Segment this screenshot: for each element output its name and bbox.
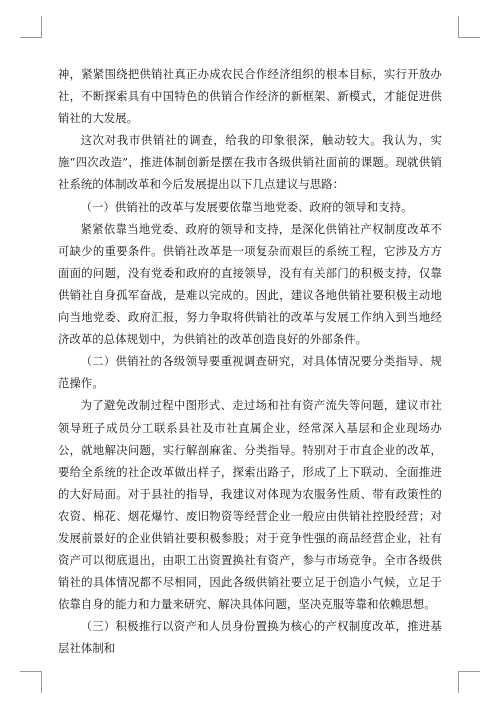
section-heading-1: （一）供销社的改革与发展要依靠当地党委、政府的领导和支持。 [80,200,413,214]
section-heading-2: （二）供销社的各级领导要重视调查研究，对具体情况要分类指导、规范操作。 [58,355,442,391]
crop-mark-bottom-right-vertical [458,671,459,693]
crop-mark-bottom-right-horizontal [458,671,480,672]
crop-mark-top-left-vertical [41,16,42,38]
paragraph-continued: 神，紧紧围绕把供销社真正办成农民合作经济组织的根本目标，实行开放办社，不断探索具有中国特色的供销合作经济的新框架、新模式，才能促进供销社的大发展。 [58,68,442,126]
paragraph-intro: 这次对我市供销社的调查，给我的印象很深，触动较大。我认为，实施“四次改造”，推进体制创新是摆在我市各级供销社面前的课题。现就供销社系统的体制改革和今后发展提出以下几点建议与思路： [58,134,442,192]
crop-mark-bottom-left-horizontal [20,671,42,672]
section-heading-3: （三）积极推行以资产和人员身份置换为核心的产权制度改革，推进基层社体制和 [58,620,442,656]
crop-mark-top-right-vertical [458,16,459,38]
crop-mark-bottom-left-vertical [41,671,42,693]
paragraph-section-2: 为了避免改制过程中图形式、走过场和社有资产流失等问题，建议市社领导班子成员分工联系县社及市社直属企业，经常深入基层和企业现场办公，就地解决问题，实行解剖麻雀、分类指导。特别对于市直企业的改革，要给全系统的社企改革做出样子，探索出路子，形成了上下联动、全面推进的大好局面。对于县社的指导，我建议对体现为农服务性质、带有政策性的农资、棉花、烟花爆竹、废旧物资等经营企业一般应由供销社控股经营；对发展前景好的企业供销社要积极参股；对于竞争性强的商品经营企业，社有资产可以彻底退出，由职工出资置换社有资产，参与市场竞争。全市各级供销社的具体情况都不尽相同，因此各级供销社要立足于创造小气候，立足于依靠自身的能力和力量来研究、解决具体问题，坚决克服等靠和依赖思想。 [58,399,442,612]
document-body [58,64,442,661]
crop-mark-top-left-horizontal [20,37,42,38]
crop-mark-top-right-horizontal [458,37,480,38]
paragraph-section-1: 紧紧依靠当地党委、政府的领导和支持，是深化供销社产权制度改革不可缺少的重要条件。供销社改革是一项复杂而艰巨的系统工程，它涉及方方面面的问题，没有党委和政府的直接领导，没有有关部门的积极支持，仅靠供销社自身孤军奋战，是难以完成的。因此，建议各地供销社要积极主动地向当地党委、政府汇报，努力争取将供销社的改革与发展工作纳入到当地经济改革的总体规划中，为供销社的改革创造良好的外部条件。 [58,222,442,347]
